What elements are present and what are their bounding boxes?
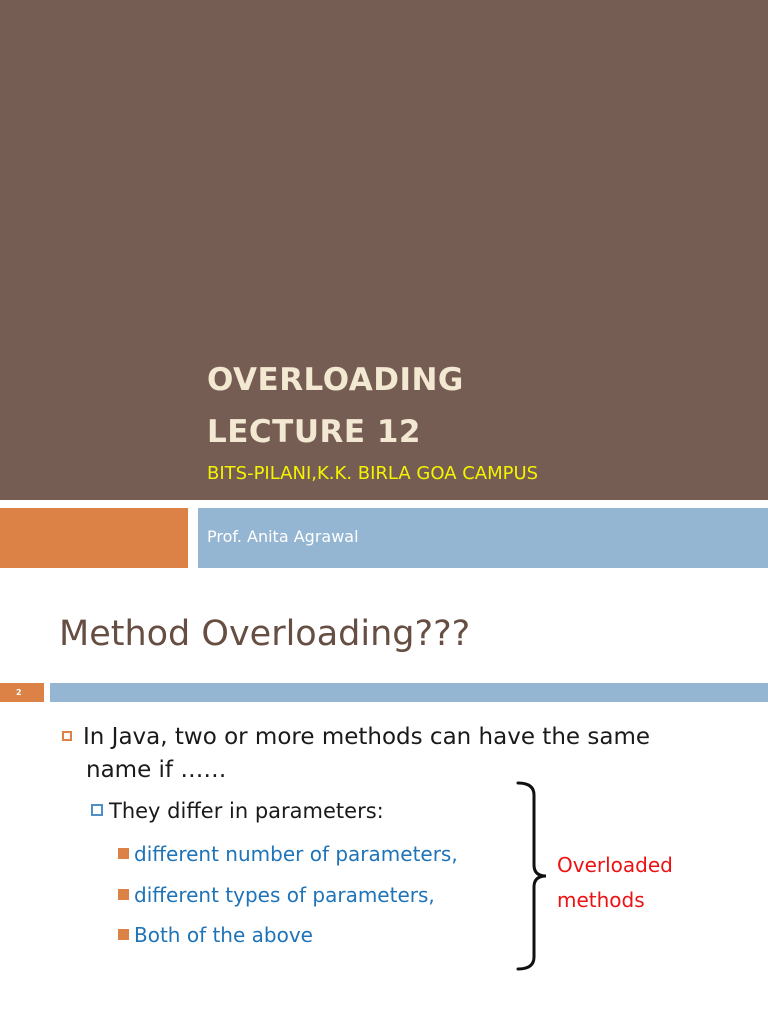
list-item-text: Both of the above — [134, 923, 313, 947]
bullet-level2 — [91, 799, 384, 823]
title-panel — [0, 0, 768, 500]
list-item-text: different types of parameters, — [134, 883, 435, 907]
side-note-line2: methods — [557, 888, 645, 912]
slide-title-line2: LECTURE 12 — [207, 414, 421, 450]
orange-square-bullet-icon — [118, 929, 129, 940]
overloaded-methods-note — [557, 848, 673, 918]
orange-square-bullet-icon — [118, 889, 129, 900]
slide-title-line1: OVERLOADING — [207, 362, 464, 398]
header-band — [50, 683, 768, 702]
author-band — [198, 508, 768, 568]
accent-block — [0, 508, 188, 568]
bullet-level1 — [62, 718, 712, 756]
slide-heading: Method Overloading??? — [59, 614, 471, 654]
list-item — [118, 923, 313, 947]
list-item-text: different number of parameters, — [134, 842, 458, 866]
curly-brace-icon — [512, 781, 552, 971]
blue-square-bullet-icon — [91, 804, 103, 816]
bullet-level1-text: In Java, two or more methods can have the same — [83, 724, 650, 750]
slide-subtitle: BITS-PILANI,K.K. BIRLA GOA CAMPUS — [207, 463, 539, 484]
orange-square-bullet-icon — [118, 848, 129, 859]
list-item — [118, 883, 435, 907]
list-item — [118, 842, 458, 866]
side-note-line1: Overloaded — [557, 853, 673, 877]
hollow-square-bullet-icon — [62, 731, 72, 741]
content-slide — [0, 576, 768, 1024]
bullet-level2-text: They differ in parameters: — [109, 799, 384, 823]
author-name: Prof. Anita Agrawal — [207, 527, 359, 546]
page-number: 2 — [0, 683, 44, 702]
bullet-level1-continuation: name if …… — [86, 757, 227, 783]
